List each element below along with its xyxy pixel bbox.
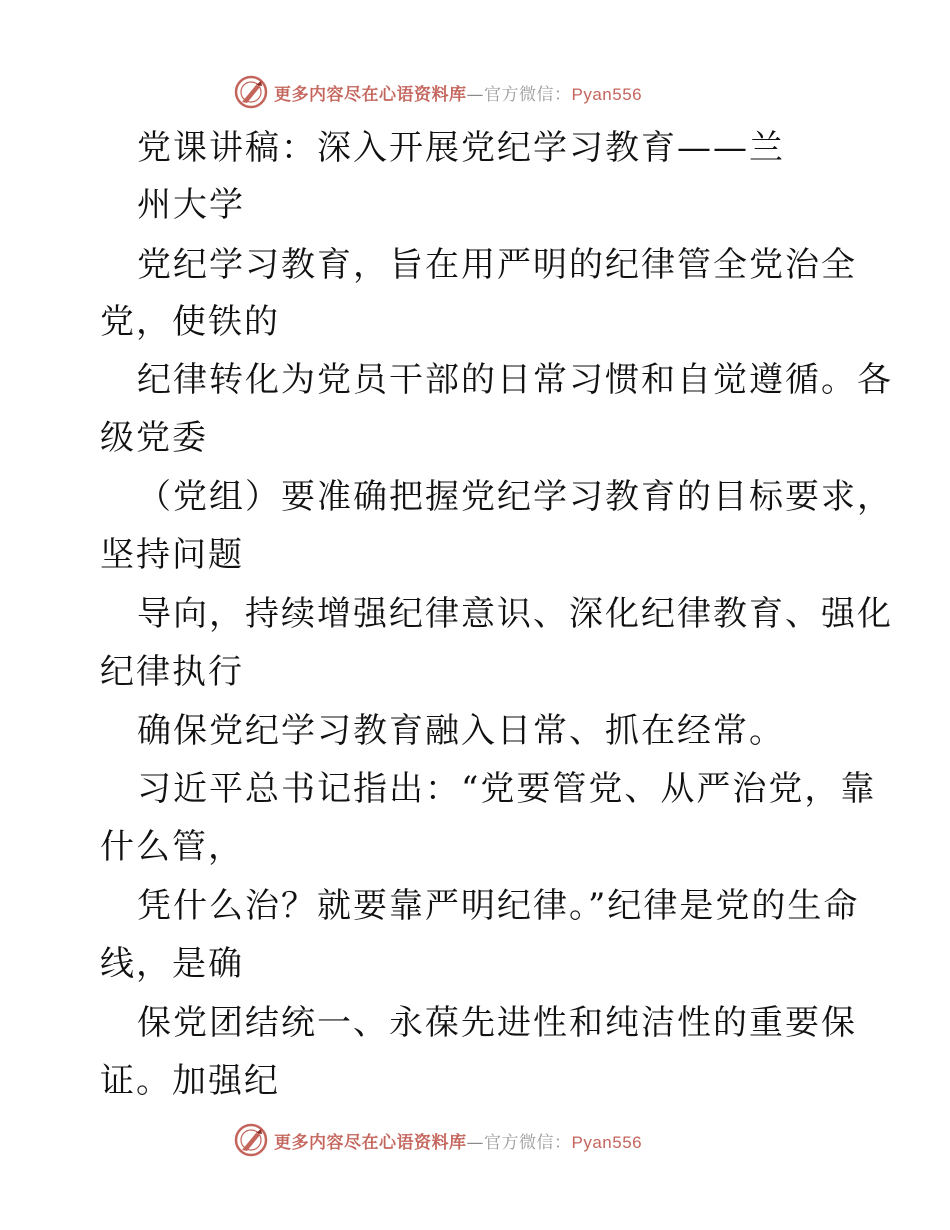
text-line: （党组）要准确把握党纪学习教育的目标要求， (137, 477, 893, 517)
watermark-handle: Pyan556 (571, 1132, 643, 1152)
title-line-1: 党课讲稿：深入开展党纪学习教育——兰 (137, 128, 785, 168)
text-line: 党纪学习教育，旨在用严明的纪律管全党治全 (137, 245, 857, 285)
title-line-2: 州大学 (137, 185, 245, 225)
text-line: 确保党纪学习教育融入日常、抓在经常。 (137, 711, 785, 751)
text-line: 什么管， (100, 827, 244, 867)
text-line: 党，使铁的 (100, 302, 280, 342)
text-line: 纪律转化为党员干部的日常习惯和自觉遵循。各 (137, 360, 893, 400)
text-line: 坚持问题 (100, 535, 244, 575)
quill-pen-logo-icon (234, 75, 268, 109)
watermark-separator: — (466, 1132, 484, 1153)
watermark-text: 更多内容尽在心语资料库 (274, 84, 467, 105)
text-line: 纪律执行 (100, 652, 244, 692)
watermark-handle: Pyan556 (571, 84, 643, 104)
text-line: 习近平总书记指出：“党要管党、从严治党，靠 (137, 769, 877, 809)
text-line: 保党团结统一、永葆先进性和纯洁性的重要保 (137, 1003, 857, 1043)
watermark-wechat-label: 官方微信： (484, 84, 572, 105)
text-line: 级党委 (100, 418, 208, 458)
quill-pen-logo-icon (234, 1123, 268, 1157)
watermark-separator: — (466, 84, 484, 105)
header-watermark (234, 72, 642, 112)
text-line: 线，是确 (100, 944, 244, 984)
text-line: 证。加强纪 (100, 1061, 280, 1101)
footer-watermark (234, 1120, 642, 1160)
watermark-text: 更多内容尽在心语资料库 (274, 1132, 467, 1153)
text-line: 导向，持续增强纪律意识、深化纪律教育、强化 (137, 594, 893, 634)
watermark-wechat-label: 官方微信： (484, 1132, 572, 1153)
text-line: 凭什么治？就要靠严明纪律。”纪律是党的生命 (137, 886, 860, 926)
